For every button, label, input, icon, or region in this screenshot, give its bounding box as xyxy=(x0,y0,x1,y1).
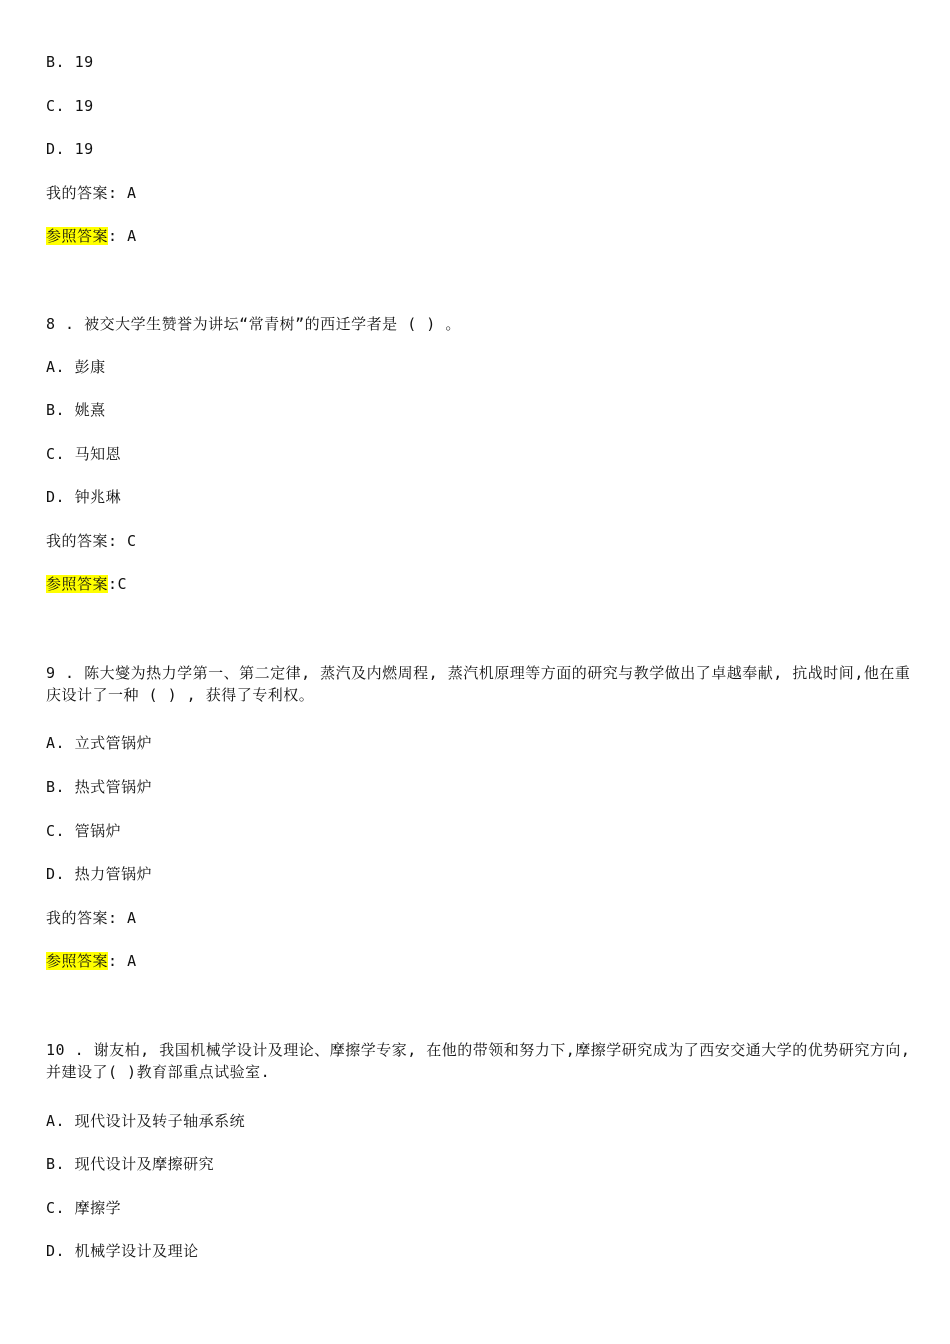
q8-my-answer: 我的答案: C xyxy=(46,532,137,550)
q8-option-c: C. 马知恩 xyxy=(46,445,122,463)
q8-option-a: A. 彭康 xyxy=(46,358,106,376)
q9-reference-answer-value: : A xyxy=(108,952,137,970)
reference-answer-label: 参照答案 xyxy=(46,227,109,245)
q9-my-answer: 我的答案: A xyxy=(46,909,137,927)
question-8: 8 . 被交大学生赞誉为讲坛“常青树”的西迁学者是 ( ) 。 xyxy=(46,315,461,333)
q10-option-d: D. 机械学设计及理论 xyxy=(46,1242,199,1260)
q8-reference-answer-value: :C xyxy=(108,575,128,593)
question-10: 10 . 谢友柏, 我国机械学设计及理论、摩擦学专家, 在他的带领和努力下,摩擦学研究成为了西安交通大学的优势研究方向, 并建设了( )教育部重点试验室. xyxy=(46,1041,911,1081)
question-9: 9 . 陈大燮为热力学第一、第二定律, 蒸汽及内燃周程, 蒸汽机原理等方面的研究与教学做出了卓越奉献, 抗战时间,他在重庆设计了一种 ( ) , 获得了专利权。 xyxy=(46,664,911,704)
q8-reference-answer-label: 参照答案 xyxy=(46,575,109,593)
q9-option-a: A. 立式管锅炉 xyxy=(46,734,153,752)
reference-answer-value: : A xyxy=(108,227,137,245)
option-b: B. 19 xyxy=(46,53,94,71)
q9-reference-answer-label: 参照答案 xyxy=(46,952,109,970)
q10-option-b: B. 现代设计及摩擦研究 xyxy=(46,1155,215,1173)
q9-reference-answer xyxy=(46,951,137,971)
q8-option-b: B. 姚熹 xyxy=(46,401,106,419)
option-c: C. 19 xyxy=(46,97,94,115)
q9-option-b: B. 热式管锅炉 xyxy=(46,778,153,796)
reference-answer xyxy=(46,226,137,246)
q8-option-d: D. 钟兆琳 xyxy=(46,488,122,506)
option-d: D. 19 xyxy=(46,140,94,158)
my-answer: 我的答案: A xyxy=(46,184,137,202)
q10-option-a: A. 现代设计及转子轴承系统 xyxy=(46,1112,246,1130)
q9-option-d: D. 热力管锅炉 xyxy=(46,865,153,883)
q10-option-c: C. 摩擦学 xyxy=(46,1199,122,1217)
q8-reference-answer xyxy=(46,574,127,594)
q9-option-c: C. 管锅炉 xyxy=(46,822,122,840)
